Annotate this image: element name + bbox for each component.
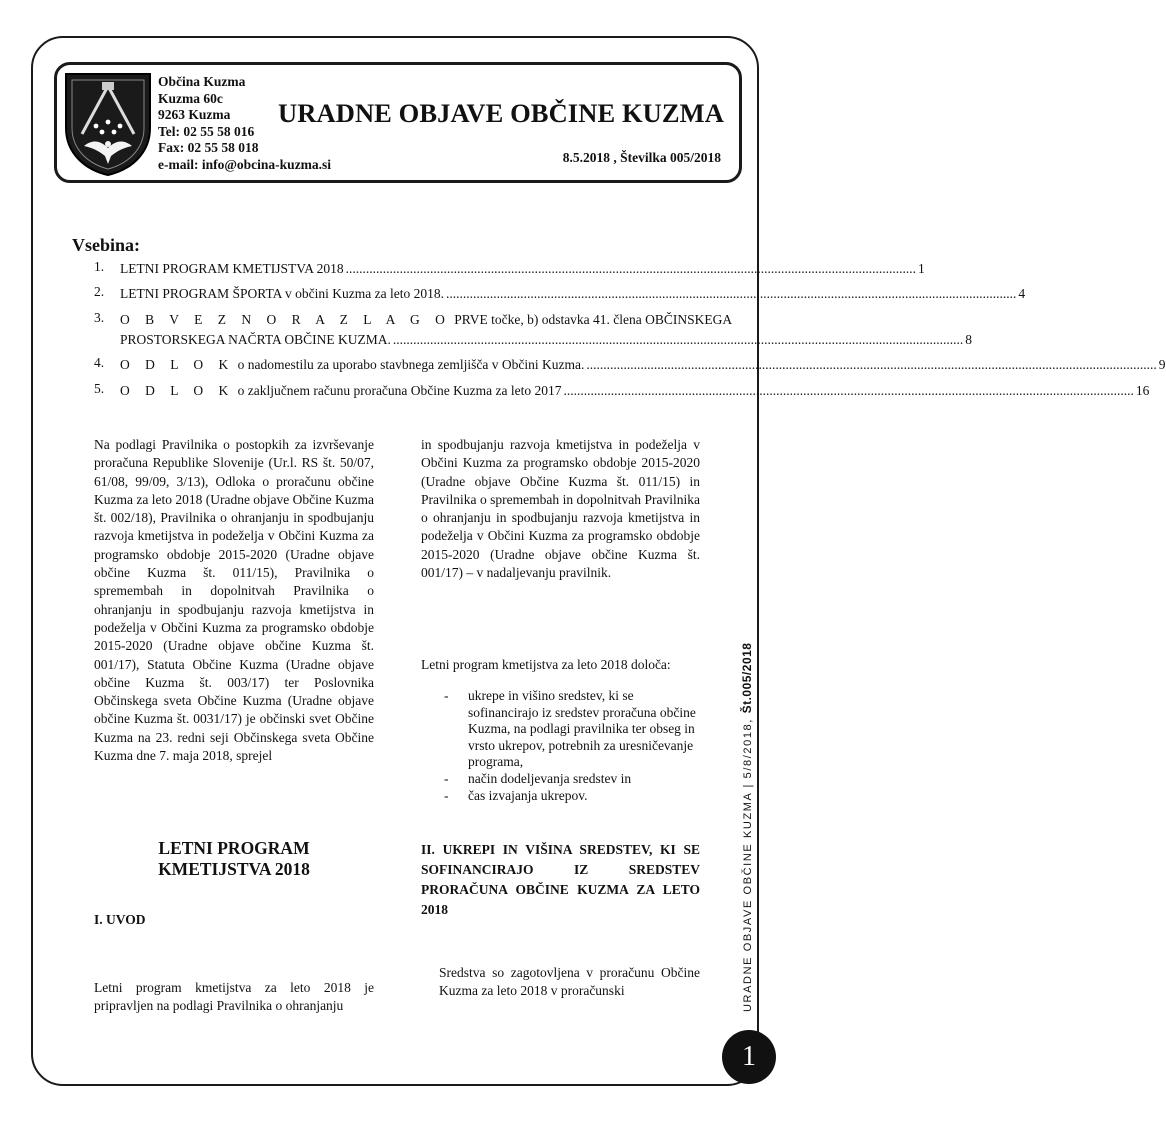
address-line: Občina Kuzma (158, 74, 246, 89)
toc-entry-text: LETNI PROGRAM KMETIJSTVA 2018 (120, 261, 344, 276)
toc-entry-text: PRVE točke, b) odstavka 41. člena OBČINSKEGA (450, 312, 733, 327)
toc-leader: ......................................................................................................................................................................... (445, 286, 1017, 301)
toc-page: 4 (1018, 286, 1026, 301)
toc-number: 5. (94, 381, 105, 396)
bullet-dash: - (444, 787, 449, 803)
section-heading-ukrepi: II. UKREPI IN VIŠINA SREDSTEV, KI SE SOFINANCIRAJO IZ SREDSTEV PRORAČUNA OBČINE KUZMA ZA LETO 2018 (421, 842, 700, 917)
issue-date-number: 8.5.2018 , Številka 005/2018 (562, 150, 721, 165)
continuation-paragraph (421, 436, 700, 582)
continuation-text: in spodbujanju razvoja kmetijstva in podeželja v Občini Kuzma za programsko obdobje 2015-2020 (Uradne objave Občine Kuzma št. 011/15) in Pravilnika o spremembah in dopolnitvah Pravilnika o ohranjanju in spodbujanju razvoja kmetijstva in podeželja v Občini Kuzma za programsko obdobje 2015-2020 (Uradne objave občine Kuzma št. 001/17) – v nadaljevanju pravilnik. (421, 437, 700, 581)
toc-entry-text: o nadomestilu za uporabo stavbnega zemljišča v Občini Kuzma. (234, 357, 585, 372)
program-title (94, 838, 374, 880)
toc-page: 16 (1135, 383, 1150, 398)
list-item-text: način dodeljevanja sredstev in (468, 770, 632, 786)
toc-leader: ......................................................................................................................................................................... (392, 332, 964, 347)
side-label-number: Št.005/2018 (740, 642, 754, 714)
toc-leader: ......................................................................................................................................................................... (586, 357, 1157, 372)
section-heading-uvod: I. UVOD (94, 912, 146, 927)
toc-page: 1 (918, 261, 925, 276)
toc-page: 9 (1158, 357, 1166, 372)
toc-entry-text: LETNI PROGRAM ŠPORTA v občini Kuzma za leto 2018. (120, 286, 444, 301)
bullet-dash: - (444, 770, 449, 786)
toc-number: 2. (94, 284, 105, 299)
fax-line: Fax: 02 55 58 018 (158, 140, 259, 156)
intro-paragraph: Letni program kmetijstva za leto 2018 je pripravljen na podlagi Pravilnika o ohranjanju (94, 980, 374, 1014)
address-line: Kuzma 60c (158, 90, 223, 106)
program-lead: Letni program kmetijstva za leto 2018 določa: (421, 657, 671, 672)
toc-number: 1. (94, 259, 105, 274)
list-item-text: čas izvajanja ukrepov. (468, 787, 588, 803)
side-label-text: URADNE OBJAVE OBČINE KUZMA | 5/8/2018, (742, 713, 754, 1012)
address-line: 9263 Kuzma (158, 107, 231, 123)
program-title-line: LETNI PROGRAM (158, 838, 310, 858)
page-number-badge: 1 (722, 1030, 776, 1084)
phone-line: Tel: 02 55 58 016 (158, 123, 255, 139)
list-item-text: ukrepe in višino sredstev, ki se sofinancirajo iz sredstev proračuna občine Kuzma, na podlagi pravilnika ter obseg in vrsto ukrepov, potrebnih za uresničevanje programa, (468, 688, 696, 770)
toc-spaced-text: O B V E Z N O R A Z L A G O (120, 312, 451, 327)
vertical-side-label (740, 643, 754, 1012)
toc-leader: ......................................................................................................................................................................... (345, 261, 917, 276)
list-item (444, 688, 700, 771)
preamble-text: Na podlagi Pravilnika o postopkih za izvrševanje proračuna Republike Slovenije (Ur.l. RS št. 50/07, 61/08, 99/09, 3/13), Odloka o proračunu občine Kuzma za leto 2018 (Uradne objave Občine Kuzma št. 002/18), Pravilnika o ohranjanju in spodbujanju razvoja kmetijstva in podeželja v Občini Kuzma za programsko obdobje 2015-2020 (Uradne objave občine Kuzma št. 011/15), Pravilnika o spremembah in dopolnitvah Pravilnika o ohranjanju in spodbujanju razvoja kmetijstva in podeželja v Občini Kuzma za programsko obdobje 2015-2020 (Uradne objave občine Kuzma št. 001/17), Statuta Občine Kuzma (Uradne objave občine Kuzma št. 003/17) ter Poslovnika Občinskega sveta Občine Kuzma (Uradne objave občine Kuzma št. 0031/17) je občinski svet Občine Kuzma na 23. redni seji Občinskega sveta Občine Kuzma dne 7. maja 2018, sprejel (94, 437, 375, 764)
program-bullet-list (444, 688, 700, 804)
gazette-title: URADNE OBJAVE OBČINE KUZMA (278, 98, 725, 128)
toc-number: 3. (94, 310, 105, 325)
toc-entry-text: PROSTORSKEGA NAČRTA OBČINE KUZMA. (120, 332, 391, 347)
program-title-line: KMETIJSTVA 2018 (158, 859, 310, 879)
toc-page: 8 (965, 332, 973, 347)
preamble-paragraph (94, 436, 374, 765)
funds-paragraph: Sredstva so zagotovljena v proračunu Občine Kuzma za leto 2018 v proračunski (439, 965, 700, 999)
toc-entry-text: o zaključnem računu proračuna Občine Kuzma za leto 2017 (234, 383, 562, 398)
toc-spaced-text: O D L O K (120, 383, 235, 398)
list-item (444, 771, 700, 788)
bullet-dash: - (444, 688, 449, 703)
toc-leader: ......................................................................................................................................................................... (563, 383, 1134, 398)
list-item (444, 788, 700, 805)
email-line: e-mail: info@obcina-kuzma.si (158, 156, 332, 172)
toc-number: 4. (94, 355, 105, 370)
coat-of-arms-icon (64, 72, 152, 176)
toc-title: Vsebina: (72, 235, 141, 255)
toc-spaced-text: O D L O K (120, 357, 235, 372)
